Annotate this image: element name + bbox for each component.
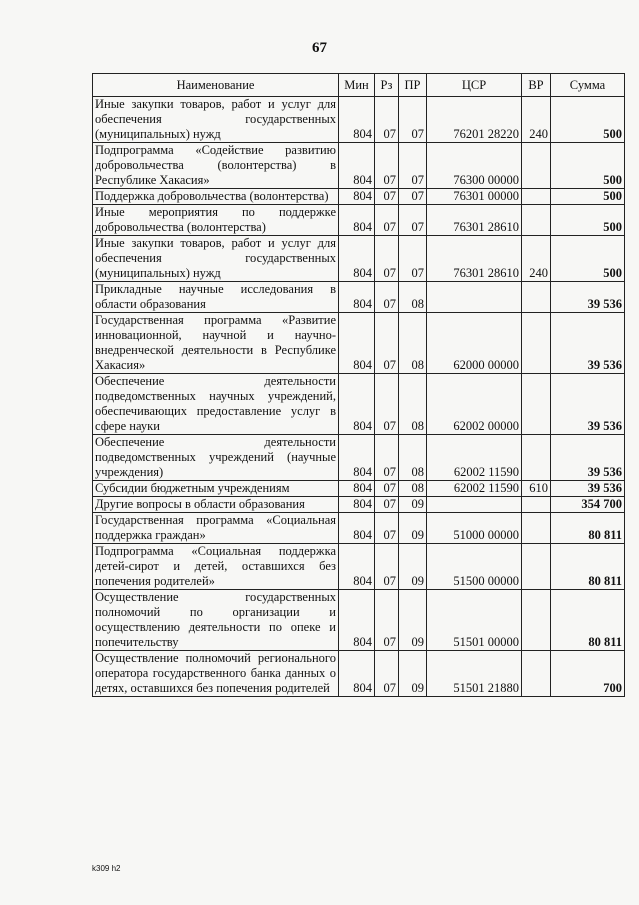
cell-rz: 07	[375, 590, 399, 651]
cell-rz: 07	[375, 497, 399, 513]
cell-name: Осуществление государственных полномочий по организации и осуществлению деятельности по опеке и попечительству	[93, 590, 339, 651]
cell-vr: 610	[522, 481, 551, 497]
header-name: Наименование	[93, 74, 339, 97]
table-row	[93, 497, 625, 513]
cell-csr	[427, 282, 522, 313]
cell-name: Обеспечение деятельности подведомственных научных учреждений, обеспечивающих предоставление услуг в сфере науки	[93, 374, 339, 435]
cell-csr: 62002 00000	[427, 374, 522, 435]
cell-rz: 07	[375, 374, 399, 435]
table-row	[93, 651, 625, 697]
cell-pr: 09	[399, 544, 427, 590]
table-row	[93, 513, 625, 544]
cell-pr: 09	[399, 651, 427, 697]
cell-min: 804	[339, 513, 375, 544]
cell-pr: 07	[399, 97, 427, 143]
cell-pr: 08	[399, 282, 427, 313]
table-row	[93, 313, 625, 374]
cell-name: Обеспечение деятельности подведомственных учреждений (научные учреждения)	[93, 435, 339, 481]
cell-rz: 07	[375, 189, 399, 205]
table-row	[93, 143, 625, 189]
cell-pr: 07	[399, 236, 427, 282]
cell-min: 804	[339, 143, 375, 189]
cell-vr	[522, 590, 551, 651]
cell-vr: 240	[522, 97, 551, 143]
cell-name: Иные закупки товаров, работ и услуг для обеспечения государственных (муниципальных) нужд	[93, 236, 339, 282]
cell-vr	[522, 651, 551, 697]
cell-rz: 07	[375, 236, 399, 282]
cell-csr: 51000 00000	[427, 513, 522, 544]
cell-sum: 39 536	[551, 435, 625, 481]
cell-sum: 39 536	[551, 481, 625, 497]
table-row	[93, 236, 625, 282]
cell-vr	[522, 189, 551, 205]
cell-min: 804	[339, 189, 375, 205]
cell-sum: 500	[551, 236, 625, 282]
table-header-row	[93, 74, 625, 97]
cell-name: Государственная программа «Социальная поддержка граждан»	[93, 513, 339, 544]
header-rz: Рз	[375, 74, 399, 97]
table-row	[93, 435, 625, 481]
footer-code: k309 h2	[92, 864, 121, 873]
cell-rz: 07	[375, 143, 399, 189]
cell-sum: 39 536	[551, 374, 625, 435]
cell-vr	[522, 544, 551, 590]
cell-csr: 76301 28610	[427, 236, 522, 282]
cell-vr: 240	[522, 236, 551, 282]
header-csr: ЦСР	[427, 74, 522, 97]
cell-rz: 07	[375, 313, 399, 374]
cell-sum: 500	[551, 143, 625, 189]
cell-name: Подпрограмма «Содействие развитию добровольчества (волонтерства) в Республике Хакасия»	[93, 143, 339, 189]
cell-sum: 354 700	[551, 497, 625, 513]
cell-name: Государственная программа «Развитие инновационной, научной и научно-внедренческой деятельности в Республике Хакасия»	[93, 313, 339, 374]
cell-rz: 07	[375, 513, 399, 544]
cell-min: 804	[339, 374, 375, 435]
cell-min: 804	[339, 282, 375, 313]
cell-name: Осуществление полномочий регионального оператора государственного банка данных о детях, оставшихся без попечения родителей	[93, 651, 339, 697]
cell-min: 804	[339, 544, 375, 590]
cell-sum: 700	[551, 651, 625, 697]
cell-vr	[522, 374, 551, 435]
cell-name: Подпрограмма «Социальная поддержка детей-сирот и детей, оставшихся без попечения родителей»	[93, 544, 339, 590]
cell-vr	[522, 497, 551, 513]
cell-sum: 39 536	[551, 282, 625, 313]
cell-pr: 08	[399, 313, 427, 374]
cell-rz: 07	[375, 205, 399, 236]
cell-pr: 08	[399, 374, 427, 435]
cell-csr: 76301 00000	[427, 189, 522, 205]
cell-sum: 500	[551, 205, 625, 236]
cell-rz: 07	[375, 435, 399, 481]
table-row	[93, 97, 625, 143]
cell-sum: 80 811	[551, 513, 625, 544]
cell-pr: 09	[399, 590, 427, 651]
cell-pr: 08	[399, 435, 427, 481]
cell-csr: 62002 11590	[427, 435, 522, 481]
cell-vr	[522, 143, 551, 189]
cell-vr	[522, 313, 551, 374]
cell-sum: 80 811	[551, 590, 625, 651]
table-row	[93, 205, 625, 236]
cell-min: 804	[339, 590, 375, 651]
cell-name: Субсидии бюджетным учреждениям	[93, 481, 339, 497]
cell-rz: 07	[375, 544, 399, 590]
header-sum: Сумма	[551, 74, 625, 97]
header-pr: ПР	[399, 74, 427, 97]
cell-vr	[522, 513, 551, 544]
cell-rz: 07	[375, 282, 399, 313]
cell-sum: 80 811	[551, 544, 625, 590]
table-row	[93, 282, 625, 313]
cell-min: 804	[339, 435, 375, 481]
cell-min: 804	[339, 651, 375, 697]
cell-rz: 07	[375, 651, 399, 697]
cell-min: 804	[339, 205, 375, 236]
cell-vr	[522, 205, 551, 236]
cell-name: Другие вопросы в области образования	[93, 497, 339, 513]
header-vr: ВР	[522, 74, 551, 97]
cell-rz: 07	[375, 481, 399, 497]
cell-pr: 07	[399, 143, 427, 189]
header-min: Мин	[339, 74, 375, 97]
cell-csr: 51500 00000	[427, 544, 522, 590]
cell-vr	[522, 435, 551, 481]
table-row	[93, 189, 625, 205]
cell-csr	[427, 497, 522, 513]
table-row	[93, 374, 625, 435]
cell-sum: 500	[551, 189, 625, 205]
cell-sum: 500	[551, 97, 625, 143]
table-row	[93, 544, 625, 590]
cell-csr: 62000 00000	[427, 313, 522, 374]
cell-pr: 07	[399, 189, 427, 205]
cell-name: Поддержка добровольчества (волонтерства)	[93, 189, 339, 205]
cell-csr: 62002 11590	[427, 481, 522, 497]
page-number: 67	[312, 40, 327, 56]
cell-pr: 07	[399, 205, 427, 236]
cell-csr: 51501 21880	[427, 651, 522, 697]
cell-pr: 09	[399, 497, 427, 513]
cell-csr: 76201 28220	[427, 97, 522, 143]
cell-min: 804	[339, 497, 375, 513]
cell-pr: 08	[399, 481, 427, 497]
cell-vr	[522, 282, 551, 313]
cell-min: 804	[339, 97, 375, 143]
cell-csr: 76300 00000	[427, 143, 522, 189]
cell-min: 804	[339, 481, 375, 497]
cell-pr: 09	[399, 513, 427, 544]
cell-sum: 39 536	[551, 313, 625, 374]
cell-name: Иные мероприятия по поддержке добровольчества (волонтерства)	[93, 205, 339, 236]
cell-min: 804	[339, 236, 375, 282]
cell-csr: 51501 00000	[427, 590, 522, 651]
cell-rz: 07	[375, 97, 399, 143]
cell-name: Иные закупки товаров, работ и услуг для обеспечения государственных (муниципальных) нужд	[93, 97, 339, 143]
table-row	[93, 481, 625, 497]
table-row	[93, 590, 625, 651]
budget-table	[92, 73, 625, 697]
cell-min: 804	[339, 313, 375, 374]
cell-csr: 76301 28610	[427, 205, 522, 236]
cell-name: Прикладные научные исследования в области образования	[93, 282, 339, 313]
